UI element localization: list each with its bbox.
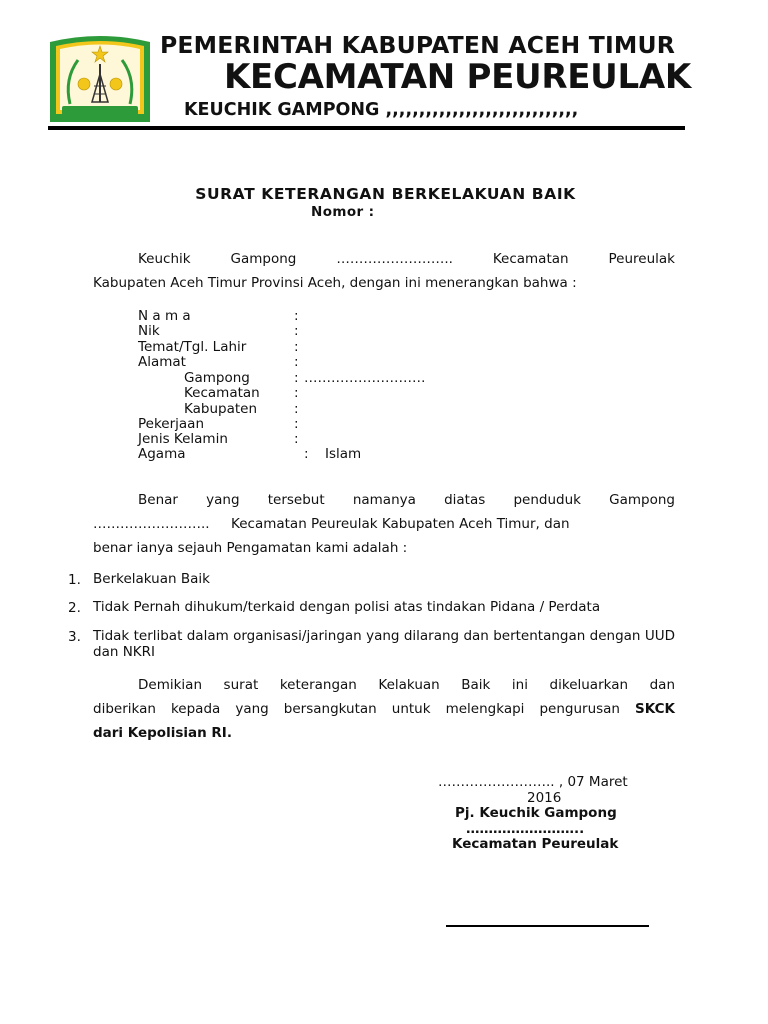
signature-dots: …………………….. [466,821,585,837]
field-label-agama: Agama [138,446,186,462]
field-value-agama: Islam [325,446,362,462]
field-value-gampong: ……………………… [304,370,426,386]
intro-word: Kecamatan [492,251,569,267]
field-label-pekerjaan: Pekerjaan [138,416,205,432]
closing-text: diberikan kepada yang bersangkutan untuk melengkapi pengurusan [93,701,636,717]
signature-year: 2016 [527,790,562,806]
field-sep: : [294,385,299,401]
field-label-kecamatan: Kecamatan [184,385,260,401]
field-sep: : [294,401,299,417]
field-sep: : [294,416,299,432]
field-sep: : [294,370,299,386]
intro-dots: …………………….. [336,251,453,267]
list-number: 3. [68,629,81,645]
list-text: Tidak terlibat dalam organisasi/jaringan yang dilarang dan bertentangan dengan UUD dan NKRI [93,628,675,660]
list-number: 2. [68,600,81,616]
aceh-timur-emblem-logo [48,34,152,124]
closing-line-3: dari Kepolisian RI. [93,725,232,741]
field-sep: : [294,308,299,324]
field-sep: : [294,323,299,339]
field-label-alamat: Alamat [138,354,186,370]
para2-line-3: benar ianya sejauh Pengamatan kami adalah : [93,540,408,556]
signature-position: Pj. Keuchik Gampong [455,805,617,821]
letterhead-kecamatan-line: KECAMATAN PEUREULAK [224,57,691,97]
letterhead-government-line: PEMERINTAH KABUPATEN ACEH TIMUR [160,31,676,59]
signature-kecamatan: Kecamatan Peureulak [452,836,619,852]
field-label-gampong: Gampong [184,370,250,386]
intro-word: Keuchik [138,251,191,267]
field-label-nik: Nik [138,323,160,339]
intro-word: Gampong [230,251,297,267]
field-label-ttl: Temat/Tgl. Lahir [138,339,247,355]
field-label-jenis-kelamin: Jenis Kelamin [138,431,228,447]
field-sep: : [294,354,299,370]
signature-place-date: …………………….. , 07 Maret [438,774,628,790]
document-number-label: Nomor : [311,204,375,220]
closing-skck: SKCK [635,701,675,717]
intro-line-2: Kabupaten Aceh Timur Provinsi Aceh, dengan ini menerangkan bahwa : [93,275,577,291]
letterhead-divider [48,126,685,130]
field-sep: : [304,446,309,462]
field-sep: : [294,431,299,447]
closing-line-1: Demikian surat keterangan Kelakuan Baik ini dikeluarkan dan [138,677,675,693]
closing-line-2 [93,697,675,721]
list-text: Berkelakuan Baik [93,571,210,587]
field-label-kabupaten: Kabupaten [184,401,258,417]
signature-line [446,925,649,927]
intro-line-1 [93,247,675,271]
para2-line-1: Benar yang tersebut namanya diatas penduduk Gampong [138,492,675,508]
field-label-nama: N a m a [138,308,191,324]
letterhead-keuchik-line: KEUCHIK GAMPONG ,,,,,,,,,,,,,,,,,,,,,,,,,,,,, [184,100,579,120]
document-title: SURAT KETERANGAN BERKELAKUAN BAIK [195,185,576,203]
field-sep: : [294,339,299,355]
list-text: Tidak Pernah dihukum/terkaid dengan polisi atas tindakan Pidana / Perdata [93,599,601,615]
list-number: 1. [68,572,81,588]
para2-line-2: …………………….. Kecamatan Peureulak Kabupaten Aceh Timur, dan [93,516,570,532]
intro-word: Peureulak [608,251,675,267]
